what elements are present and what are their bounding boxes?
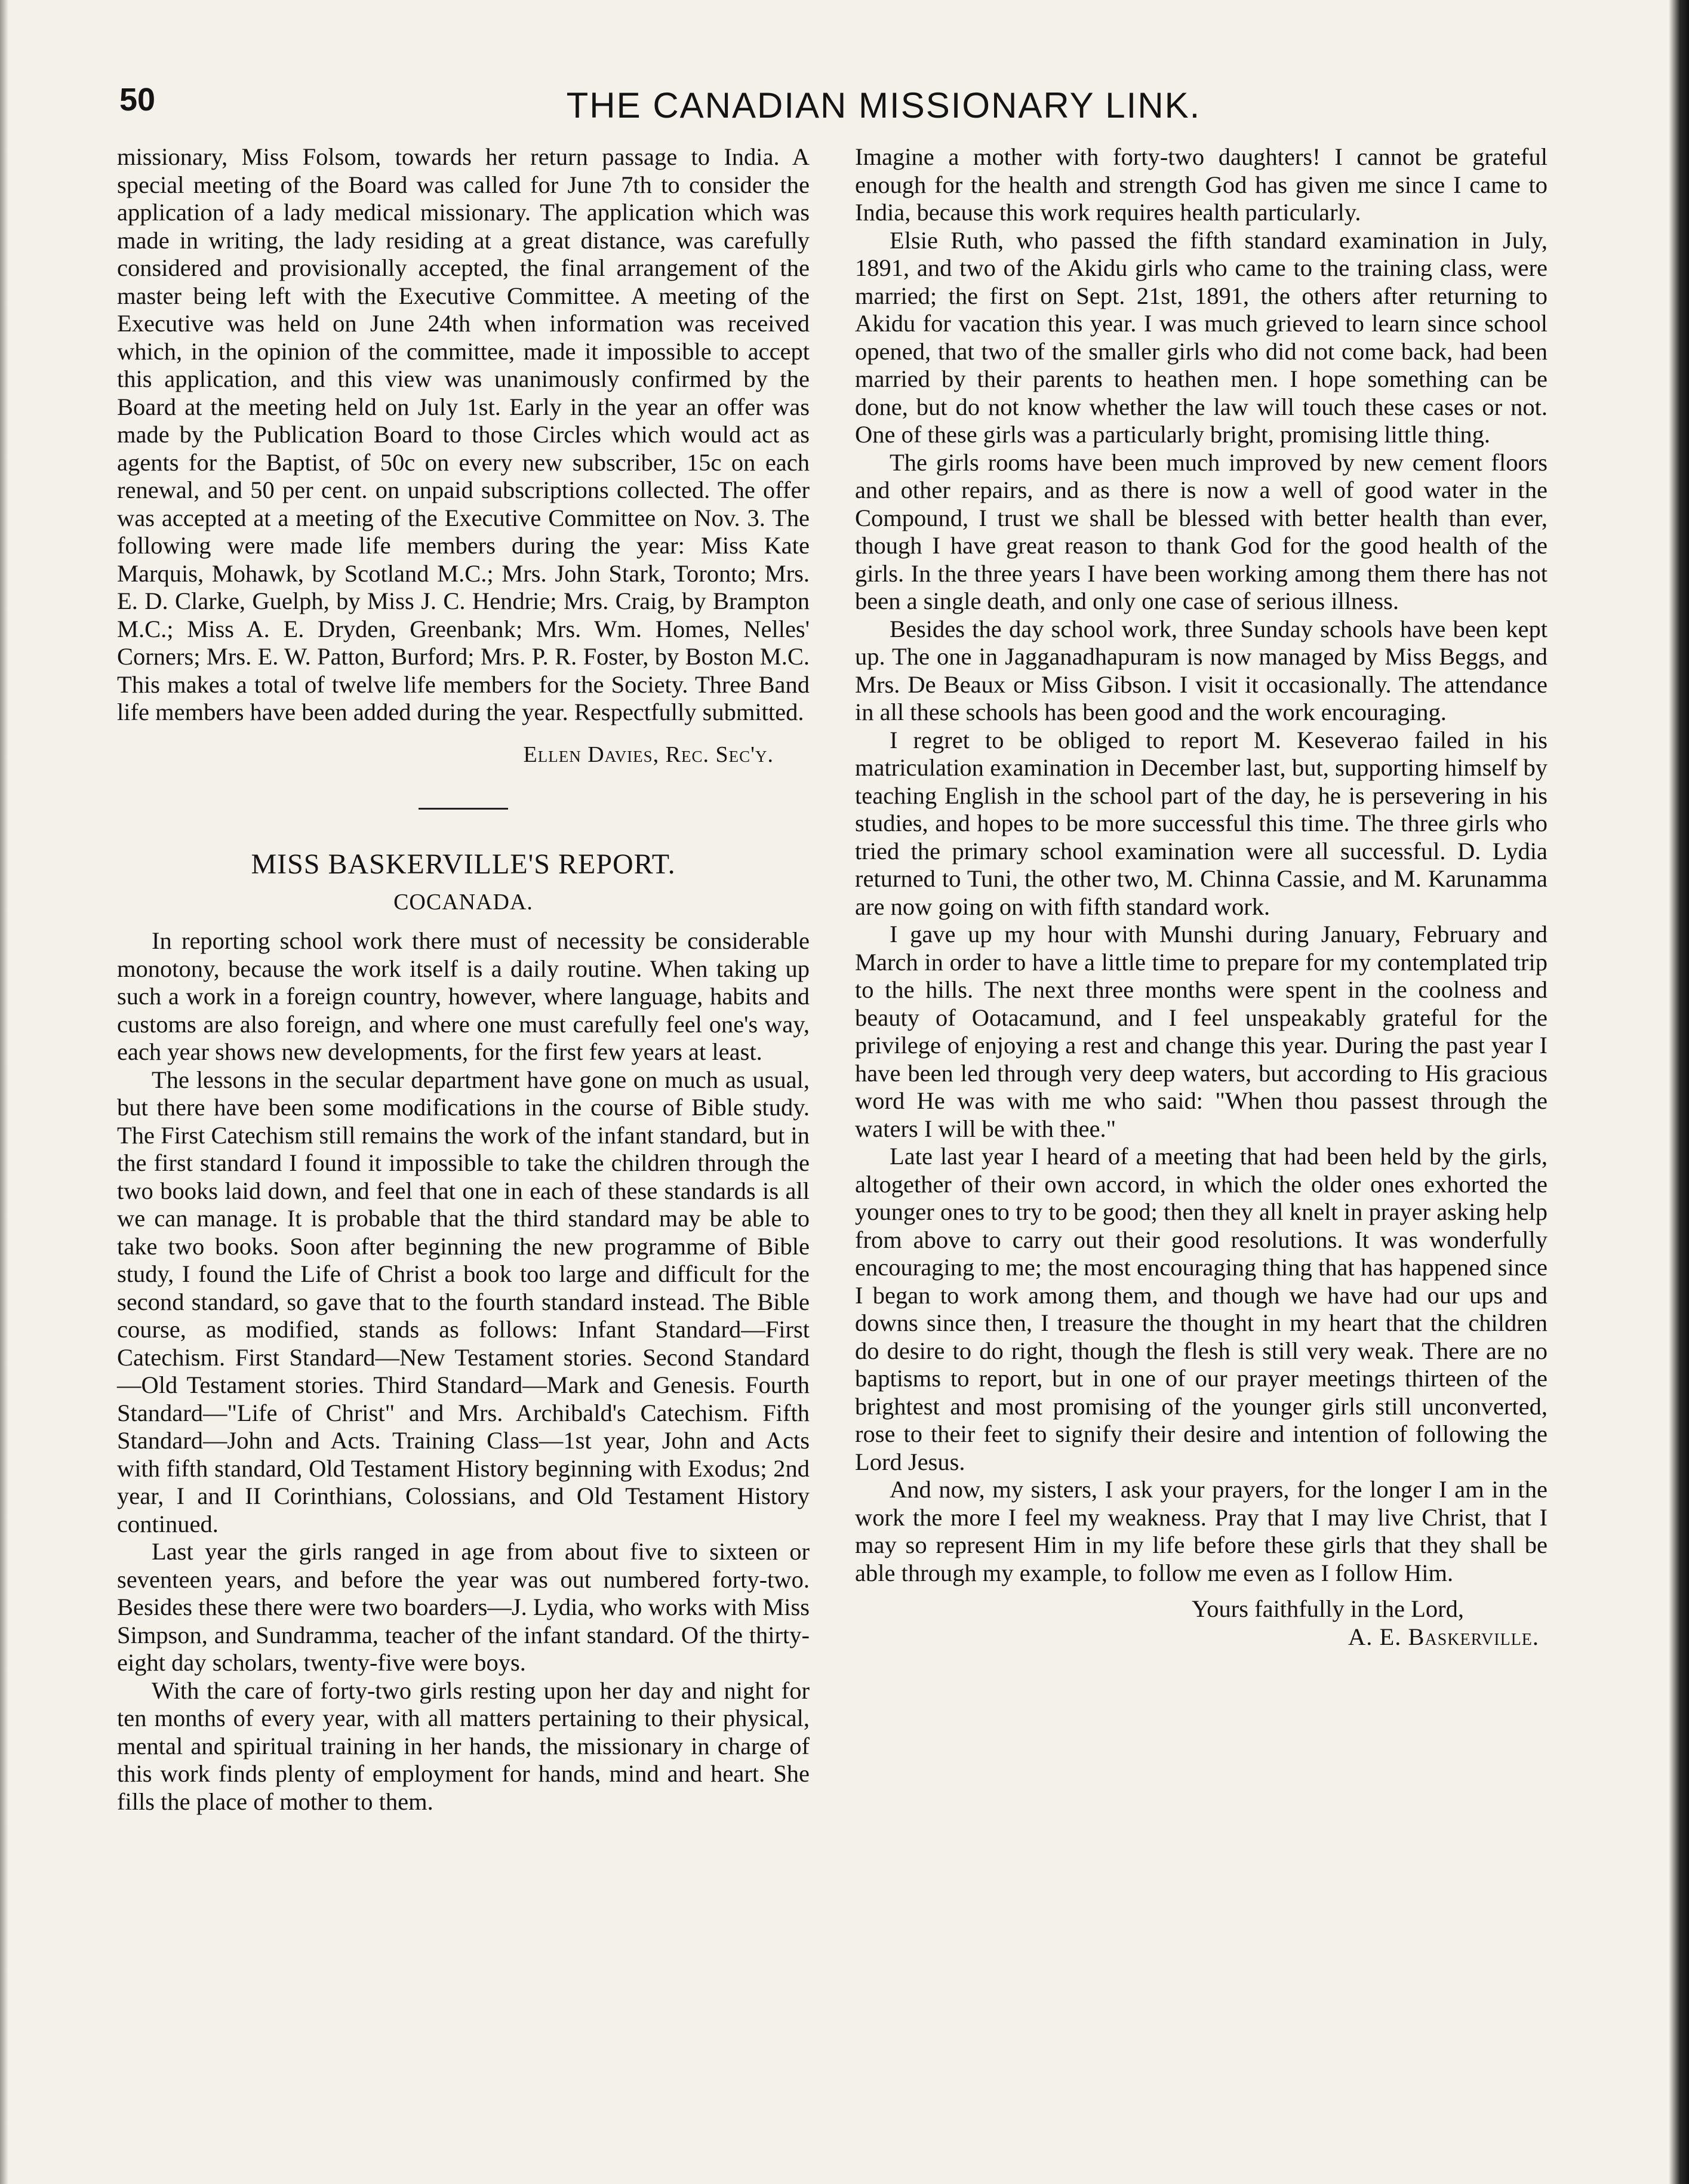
report-title: MISS BASKERVILLE'S REPORT. xyxy=(251,848,676,880)
closing-line: Yours faithfully in the Lord, xyxy=(1192,1595,1464,1622)
report-paragraph: With the care of forty-two girls resting upon her day and night for ten months of every year, with all matters pertaining to their physical, mental and spiritual training in her hands, the missionary in charge of this work finds plenty of employment for hands, mind and heart. She fills the place of mother to them. xyxy=(117,1677,810,1815)
report-paragraph: The girls rooms have been much improved by new cement floors and other repairs, and as there is now a well of good water in the Compound, I trust we shall be blessed with better health than ever, though I have great reason to thank God for the good health of the girls. In the three years I have been working among them there has not been a single death, and only one case of serious illness. xyxy=(855,448,1548,614)
journal-title: THE CANADIAN MISSIONARY LINK. xyxy=(566,85,1201,125)
minutes-paragraph: missionary, Miss Folsom, towards her return passage to India. A special meeting of the Board was called for June 7th to consider the application of a lady medical missionary. The application which was made in writing, the lady residing at a great distance, was carefully considered and provisionally accepted, the final arrangement of the master being left with the Executive Committee. A meeting of the Executive was held on June 24th when information was received which, in the opinion of the committee, made it impossible to accept this application, and this view was unanimously confirmed by the Board at the meeting held on July 1st. Early in the year an offer was made by the Publication Board to those Circles which would act as agents for the Baptist, of 50c on every new subscriber, 15c on each renewal, and 50 per cent. on unpaid subscriptions collected. The offer was accepted at a meeting of the Executive Committee on Nov. 3. The following were made life members during the year: Miss Kate Marquis, Mohawk, by Scotland M.C.; Mrs. John Stark, Toronto; Mrs. E. D. Clarke, Guelph, by Miss J. C. Hendrie; Mrs. Craig, by Brampton M.C.; Miss A. E. Dryden, Greenbank; Mrs. Wm. Homes, Nelles' Corners; Mrs. E. W. Patton, Burford; Mrs. P. R. Foster, by Boston M.C. This makes a total of twelve life members for the Society. Three Band life members have been added during the year. Respectfully submitted. xyxy=(117,143,810,725)
report-paragraph: The lessons in the secular department have gone on much as usual, but there have been some modifications in the course of Bible study. The First Catechism still remains the work of the infant standard, but in the first standard I found it impossible to take the children through the two books laid down, and feel that one in each of these standards is all we can manage. It is probable that the third standard may be able to take two books. Soon after beginning the new programme of Bible study, I found the Life of Christ a book too large and difficult for the second standard, so gave that to the fourth standard instead. The Bible course, as modified, stands as follows: Infant Standard—First Catechism. First Standard—New Testament stories. Second Standard—Old Testament stories. Third Standard—Mark and Genesis. Fourth Standard—"Life of Christ" and Mrs. Archibald's Catechism. Fifth Standard—John and Acts. Training Class—1st year, John and Acts with fifth standard, Old Testament History beginning with Exodus; 2nd year, I and II Corinthians, Colossians, and Old Testament History continued. xyxy=(117,1066,810,1537)
report-paragraph: I gave up my hour with Munshi during January, February and March in order to have a little time to prepare for my contemplated trip to the hills. The next three months were spent in the coolness and beauty of Ootacamund, and I feel unspeakably grateful for the privilege of enjoying a rest and change this year. During the past year I have been led through very deep waters, but according to His gracious word He was with me who said: "When thou passest through the waters I will be with thee." xyxy=(855,921,1548,1142)
page-number: 50 xyxy=(119,82,156,118)
report-paragraph: Imagine a mother with forty-two daughters! I cannot be grateful enough for the health and strength God has given me since I came to India, because this work requires health particularly. xyxy=(855,143,1548,226)
right-column xyxy=(855,143,1548,1651)
scan-edge-right xyxy=(1669,0,1689,2184)
report-subtitle: COCANADA. xyxy=(393,890,533,915)
report-paragraph: Last year the girls ranged in age from about five to sixteen or seventeen years, and before the year was out numbered forty-two. Besides these there were two boarders—J. Lydia, who works with Miss Simpson, and Sundramma, teacher of the infant standard. Of the thirty-eight day scholars, twenty-five were boys. xyxy=(117,1538,810,1676)
page-header xyxy=(119,76,1648,142)
signer-name: A. E. Baskerville. xyxy=(1347,1623,1539,1650)
report-paragraph: And now, my sisters, I ask your prayers, for the longer I am in the work the more I feel my weakness. Pray that I may live Christ, that I may so represent Him in my life before these girls that they shall be able through my example, to follow me even as I follow Him. xyxy=(855,1476,1548,1586)
scan-edge-left xyxy=(0,0,8,2184)
report-paragraph: Besides the day school work, three Sunday schools have been kept up. The one in Jagganadhapuram is now managed by Miss Beggs, and Mrs. De Beaux or Miss Gibson. I visit it occasionally. The attendance in all these schools has been good and the work encouraging. xyxy=(855,615,1548,725)
section-divider xyxy=(419,808,508,810)
report-paragraph: In reporting school work there must of necessity be considerable monotony, because the work itself is a daily routine. When taking up such a work in a foreign country, however, where language, habits and customs are also foreign, and where one must carefully feel one's way, each year shows new developments, for the first few years at least. xyxy=(117,927,810,1065)
left-column xyxy=(117,143,810,1816)
report-paragraph: Elsie Ruth, who passed the fifth standard examination in July, 1891, and two of the Akidu girls who came to the training class, were married; the first on Sept. 21st, 1891, the others after returning to Akidu for vacation this year. I was much grieved to learn since school opened, that two of the smaller girls who did not come back, had been married by their parents to heathen men. I hope something can be done, but do not know whether the law will touch these cases or not. One of these girls was a particularly bright, promising little thing. xyxy=(855,226,1548,448)
secretary-signature: Ellen Davies, Rec. Sec'y. xyxy=(523,742,774,767)
report-paragraph: I regret to be obliged to report M. Keseverao failed in his matriculation examination in December last, but, supporting himself by teaching English in the school part of the day, he is persevering in his studies, and hopes to be more successful this time. The three girls who tried the primary school examination were all successful. D. Lydia returned to Tuni, the other two, M. Chinna Cassie, and M. Karunamma are now going on with fifth standard work. xyxy=(855,726,1548,920)
report-paragraph: Late last year I heard of a meeting that had been held by the girls, altogether of their own accord, in which the older ones exhorted the younger ones to try to be good; then they all knelt in prayer asking help from above to carry out their good resolutions. It was wonderfully encouraging to me; the most encouraging thing that has happened since I began to work among them, and though we have had our ups and downs since then, I treasure the thought in my heart that the children do desire to do right, though the flesh is still very weak. There are no baptisms to report, but in one of our prayer meetings thirteen of the brightest and most promising of the younger girls still unconverted, rose to their feet to signify their desire and intention of following the Lord Jesus. xyxy=(855,1143,1548,1475)
